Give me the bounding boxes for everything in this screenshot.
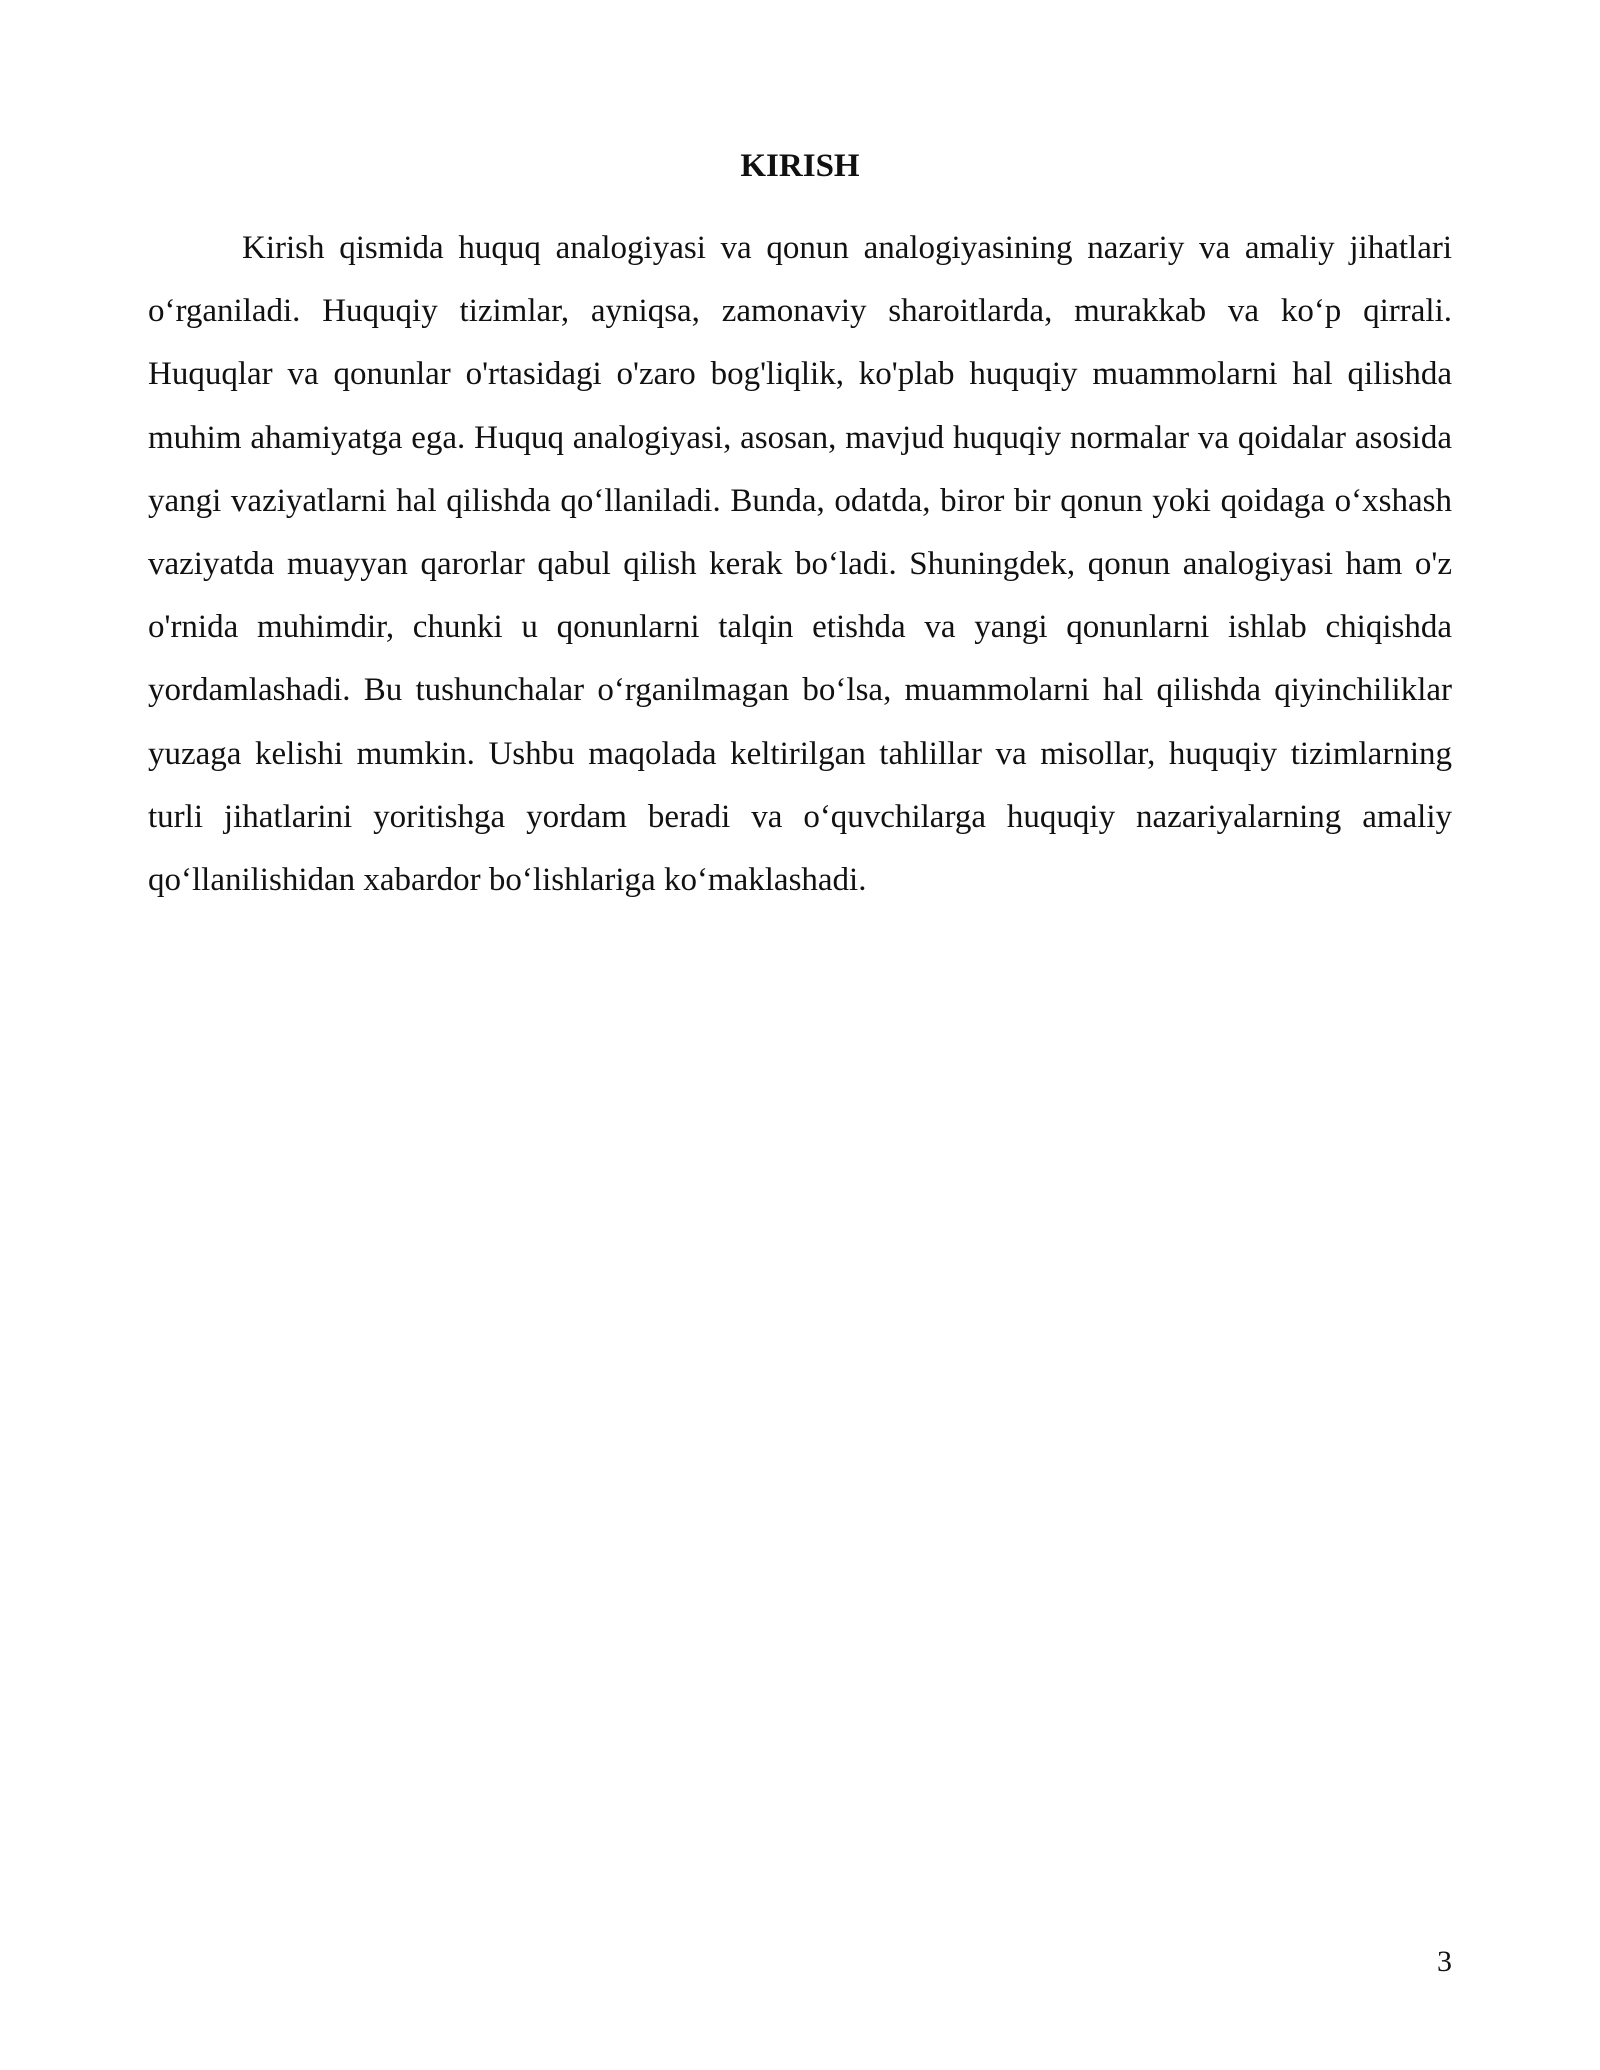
page-number: 3 [1437, 1945, 1452, 1978]
body-paragraph: Kirish qismida huquq analogiyasi va qonun analogiyasining nazariy va amaliy jihatlari o‘rganiladi. Huquqiy tizimlar, ayniqsa, zamonaviy sharoitlarda, murakkab va ko‘p qirrali. Huquqlar va qonunlar o'rtasidagi o'zaro bog'liqlik, ko'plab huquqiy muammolarni hal qilishda muhim ahamiyatga ega. Huquq analogiyasi, asosan, mavjud huquqiy normalar va qoidalar asosida yangi vaziyatlarni hal qilishda qo‘llaniladi. Bunda, odatda, biror bir qonun yoki qoidaga o‘xshash vaziyatda muayyan qarorlar qabul qilish kerak bo‘ladi. Shuningdek, qonun analogiyasi ham o'z o'rnida muhimdir, chunki u qonunlarni talqin etishda va yangi qonunlarni ishlab chiqishda yordamlashadi. Bu tushunchalar o‘rganilmagan bo‘lsa, muammolarni hal qilishda qiyinchiliklar yuzaga kelishi mumkin. Ushbu maqolada keltirilgan tahlillar va misollar, huquqiy tizimlarning turli jihatlarini yoritishga yordam beradi va o‘quvchilarga huquqiy nazariyalarning amaliy qo‘llanilishidan xabardor bo‘lishlariga ko‘maklashadi. [148, 230, 1452, 899]
section-heading: KIRISH [740, 148, 860, 184]
